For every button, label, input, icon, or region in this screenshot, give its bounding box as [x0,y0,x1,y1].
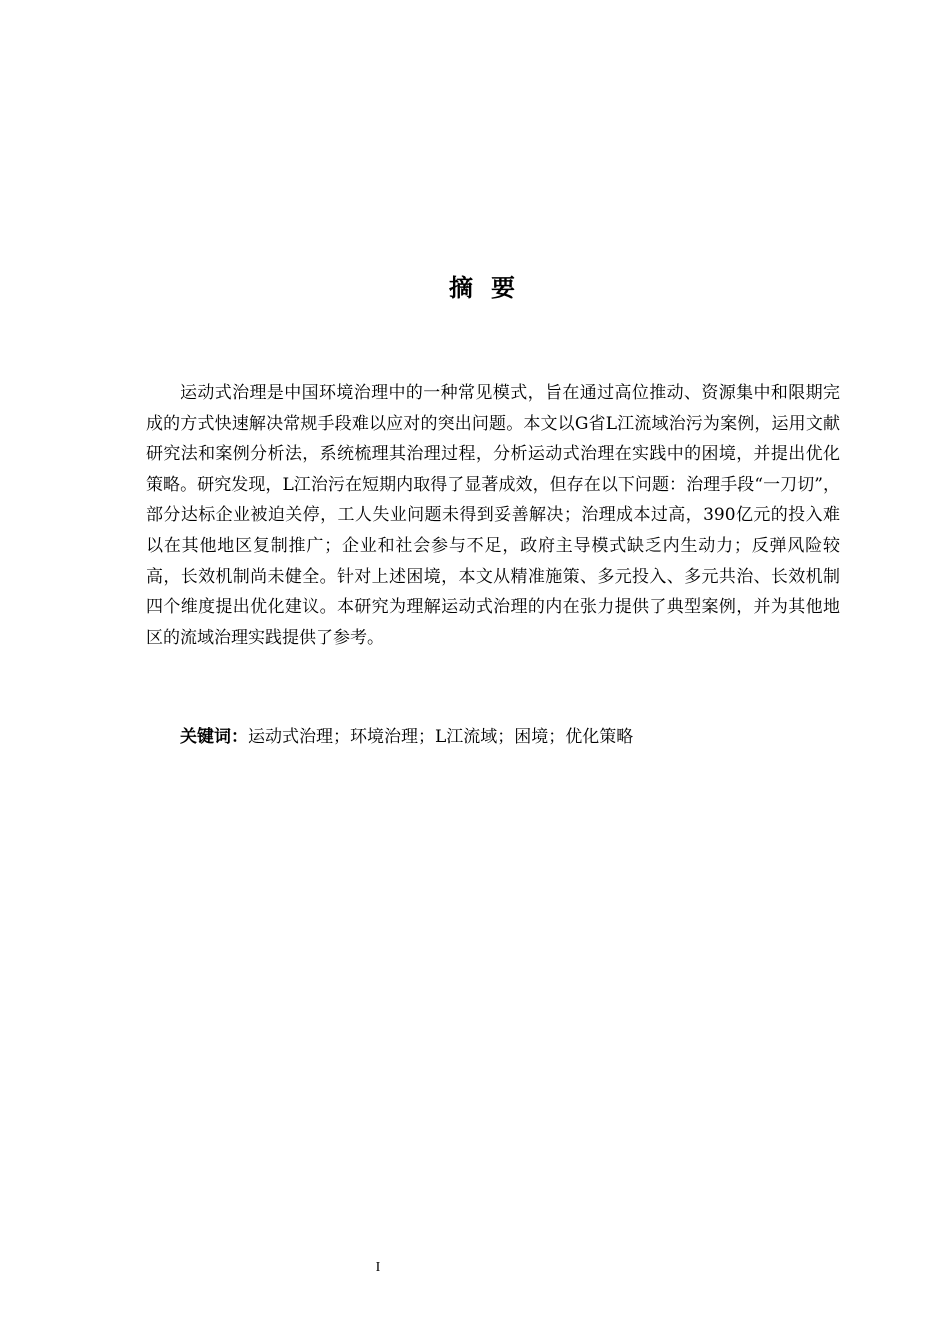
abstract-body: 运动式治理是中国环境治理中的一种常见模式，旨在通过高位推动、资源集中和限期完成的方式快速解决常规手段难以应对的突出问题。本文以G省L江流域治污为案例，运用文献研究法和案例分析法，系统梳理其治理过程，分析运动式治理在实践中的困境，并提出优化策略。研究发现，L江治污在短期内取得了显著成效，但存在以下问题：治理手段“一刀切”，部分达标企业被迫关停，工人失业问题未得到妥善解决；治理成本过高，390亿元的投入难以在其他地区复制推广；企业和社会参与不足，政府主导模式缺乏内生动力；反弹风险较高，长效机制尚未健全。针对上述困境，本文从精准施策、多元投入、多元共治、长效机制四个维度提出优化建议。本研究为理解运动式治理的内在张力提供了典型案例，并为其他地区的流域治理实践提供了参考。 [146,383,840,648]
keywords-line [180,722,840,752]
abstract-title: 摘要 [449,274,533,302]
keywords-text: 运动式治理；环境治理；L江流域；困境；优化策略 [248,727,634,747]
page-number: I [375,1260,381,1275]
keywords-label: 关键词： [180,727,248,747]
